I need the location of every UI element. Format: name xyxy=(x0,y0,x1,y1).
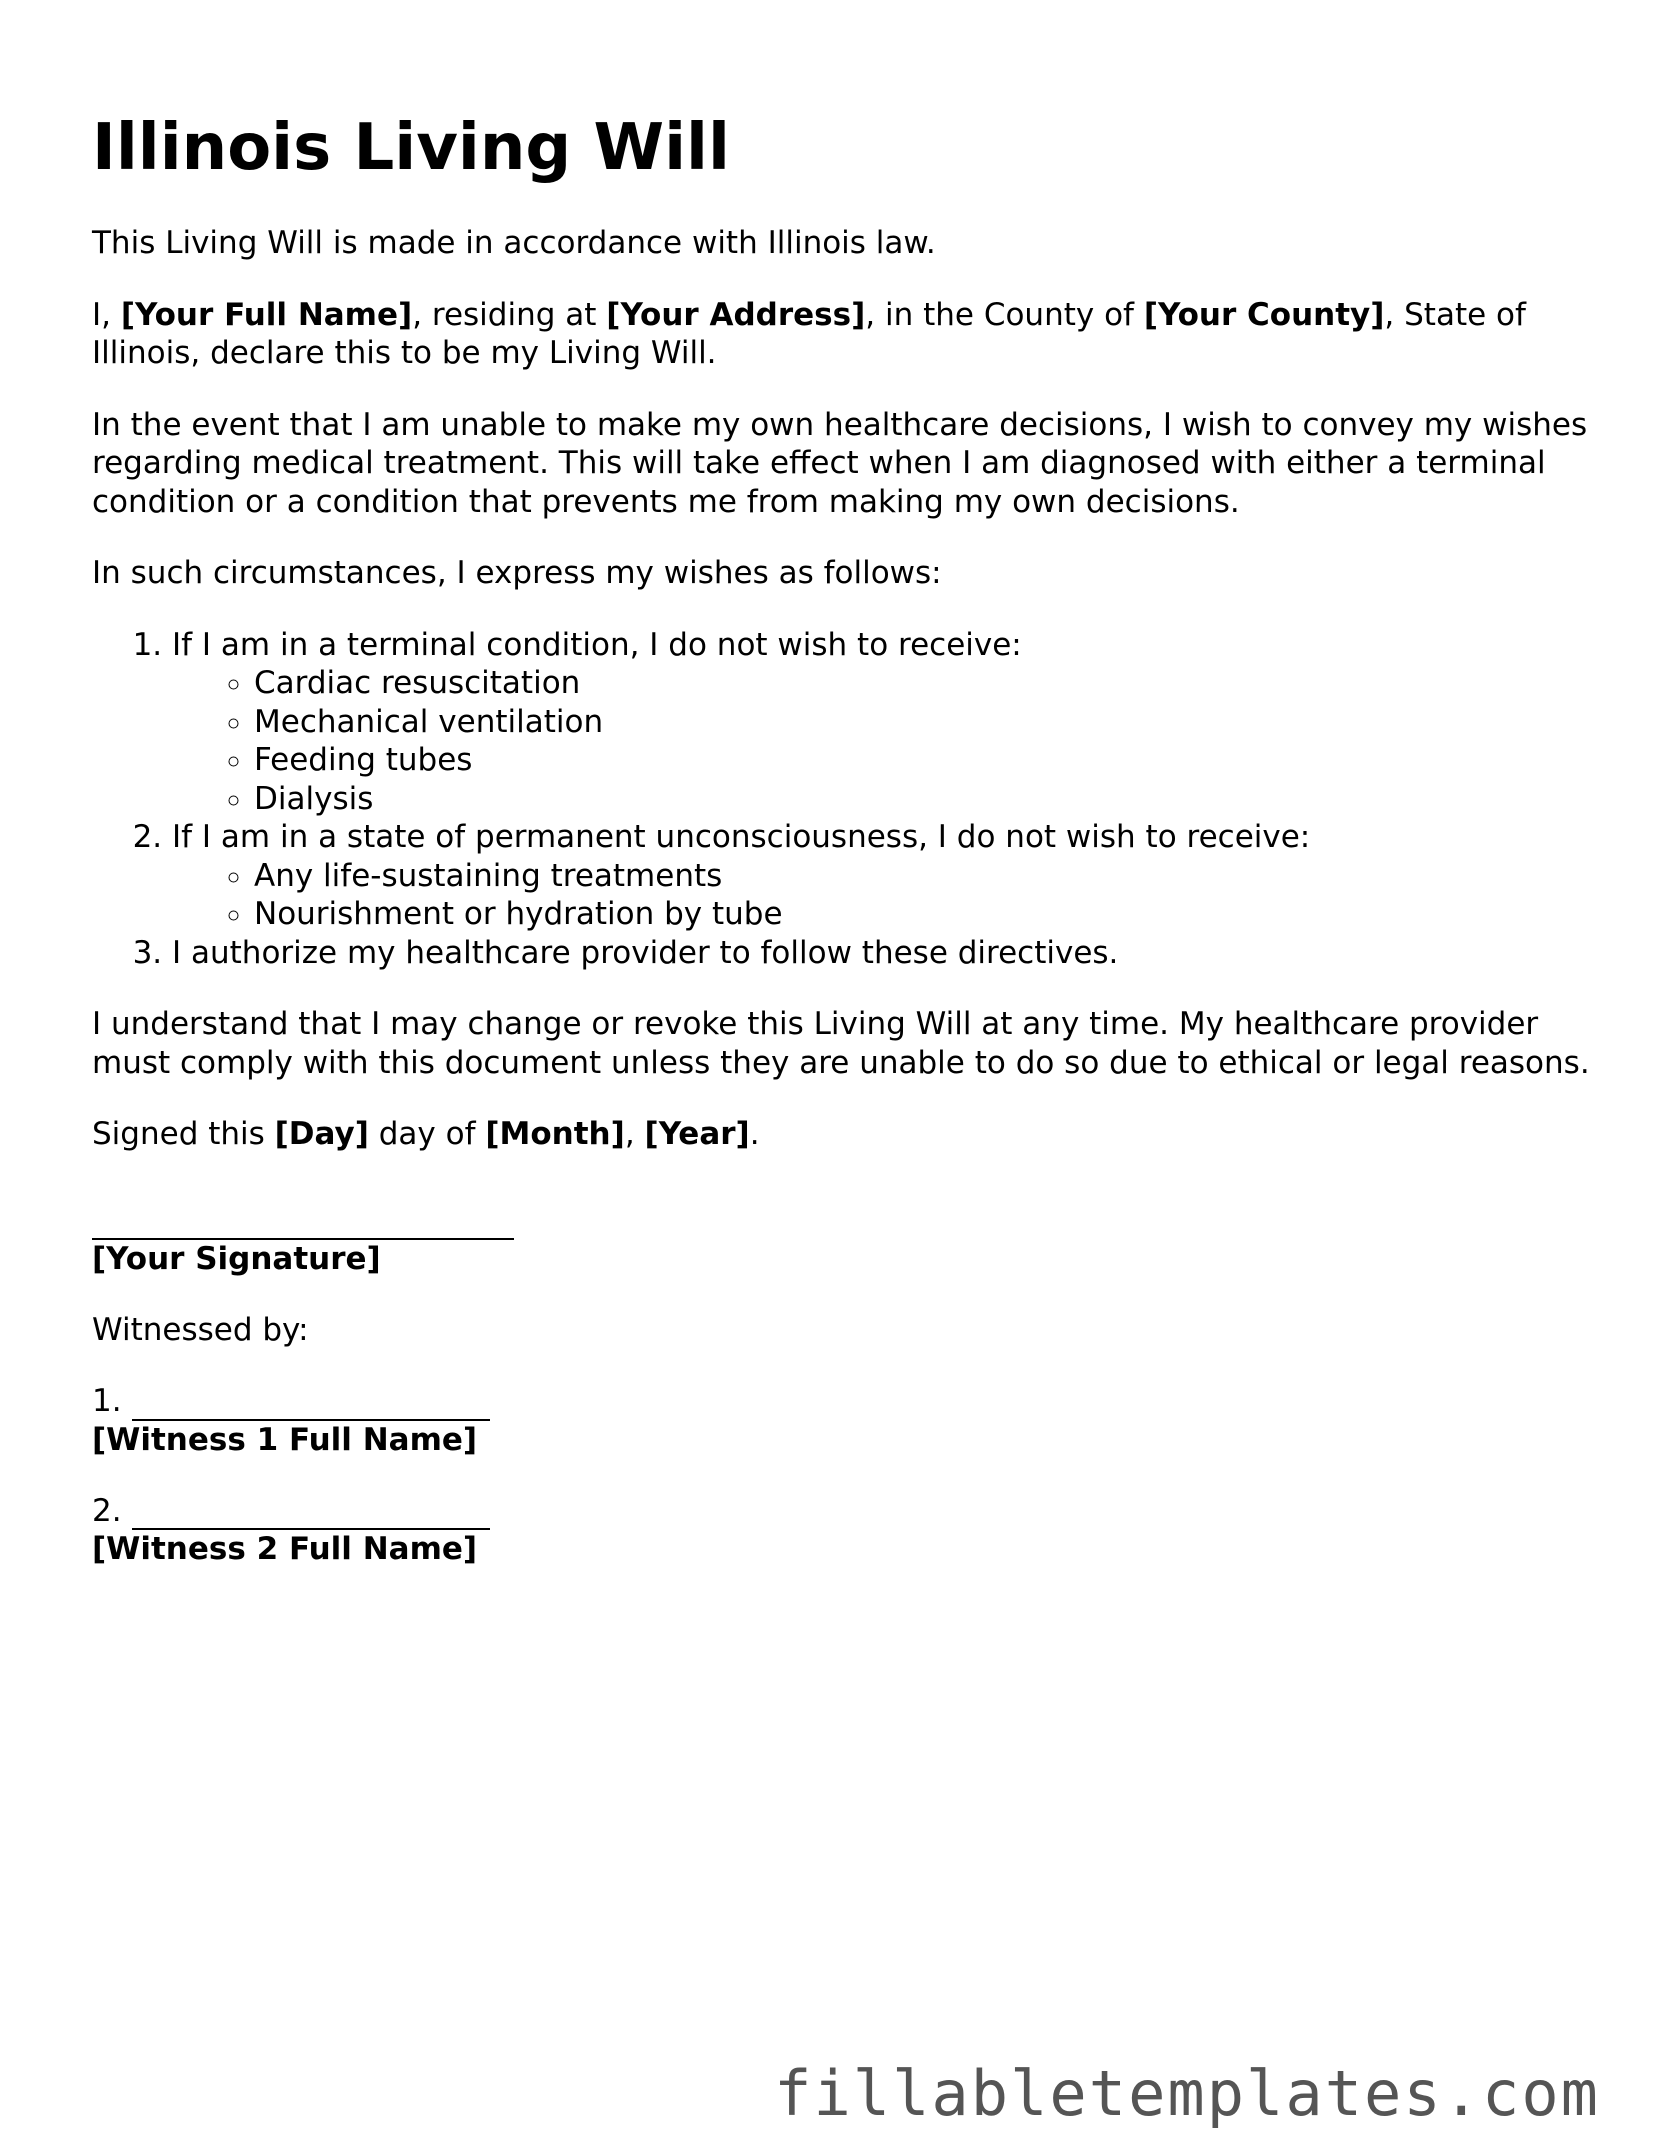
wish-sublist xyxy=(172,664,1592,818)
address-placeholder: [Your Address] xyxy=(606,296,866,333)
wishes-intro: In such circumstances, I express my wishes as follows: xyxy=(92,555,942,591)
signature-line[interactable] xyxy=(92,1202,514,1240)
wish-item xyxy=(172,934,1592,973)
signed-prefix: Signed this xyxy=(92,1116,275,1152)
year-placeholder: [Year] xyxy=(644,1116,750,1152)
wish-subitem: ◦ Nourishment or hydration by tube xyxy=(254,895,1592,934)
declaration-residing: , residing at xyxy=(412,296,607,333)
signature-label: [Your Signature] xyxy=(92,1240,381,1277)
wish-subitem: ◦ Any life-sustaining treatments xyxy=(254,857,1592,896)
witness-row xyxy=(92,1492,1592,1530)
revocation-paragraph: I understand that I may change or revoke this Living Will at any time. My healthcare provider must comply with this document unless they are unable to do so due to ethical or legal reasons. xyxy=(92,1006,1590,1081)
signed-end: . xyxy=(749,1116,760,1152)
signed-comma: , xyxy=(624,1116,645,1152)
wish-item xyxy=(172,626,1592,819)
wish-sublist xyxy=(172,857,1592,934)
signed-paragraph xyxy=(92,1115,1592,1154)
wish-text: I authorize my healthcare provider to follow these directives. xyxy=(172,934,1119,971)
intro-paragraph: This Living Will is made in accordance with Illinois law. xyxy=(92,225,936,261)
event-paragraph: In the event that I am unable to make my own healthcare decisions, I wish to convey my wishes regarding medical treatment. This will take effect when I am diagnosed with either a terminal condition or a condition that prevents me from making my own decisions. xyxy=(92,406,1588,520)
wish-subitem: ◦ Dialysis xyxy=(254,780,1592,819)
wish-item xyxy=(172,818,1592,934)
full-name-placeholder: [Your Full Name] xyxy=(120,296,413,333)
declaration-prefix: I, xyxy=(92,296,121,333)
declaration-county-prefix: , in the County of xyxy=(865,296,1144,333)
declaration-suffix: , State of Illinois, declare this to be my Living Will. xyxy=(92,296,1526,371)
wish-text: If I am in a state of permanent unconsciousness, I do not wish to receive: xyxy=(172,819,1311,855)
watermark-text: fillabletemplates.com xyxy=(774,2057,1600,2130)
signature-block xyxy=(92,1202,1592,1279)
wish-subitem: ◦ Feeding tubes xyxy=(254,741,1592,780)
witness-signature-line[interactable] xyxy=(132,1494,490,1530)
witness-block xyxy=(92,1492,1592,1569)
page-title: Illinois Living Will xyxy=(92,111,730,185)
witness-number: 1. xyxy=(92,1383,122,1419)
wish-text: If I am in a terminal condition, I do not wish to receive: xyxy=(172,626,1022,663)
witness-name-label: [Witness 1 Full Name] xyxy=(92,1421,478,1458)
month-placeholder: [Month] xyxy=(485,1116,625,1152)
wish-subitem: ◦ Mechanical ventilation xyxy=(254,703,1592,742)
declaration-paragraph xyxy=(92,296,1592,373)
witness-name-label: [Witness 2 Full Name] xyxy=(92,1531,478,1567)
day-placeholder: [Day] xyxy=(274,1116,369,1152)
witnessed-by-label: Witnessed by: xyxy=(92,1312,309,1348)
witness-row xyxy=(92,1383,1592,1421)
witness-signature-line[interactable] xyxy=(132,1385,490,1421)
county-placeholder: [Your County] xyxy=(1143,296,1385,333)
document-page xyxy=(92,110,1592,1602)
wish-subitem: ◦ Cardiac resuscitation xyxy=(254,664,1592,703)
witness-number: 2. xyxy=(92,1492,122,1529)
wishes-list xyxy=(92,626,1592,973)
signed-day-of: day of xyxy=(368,1116,486,1152)
witness-block xyxy=(92,1383,1592,1460)
